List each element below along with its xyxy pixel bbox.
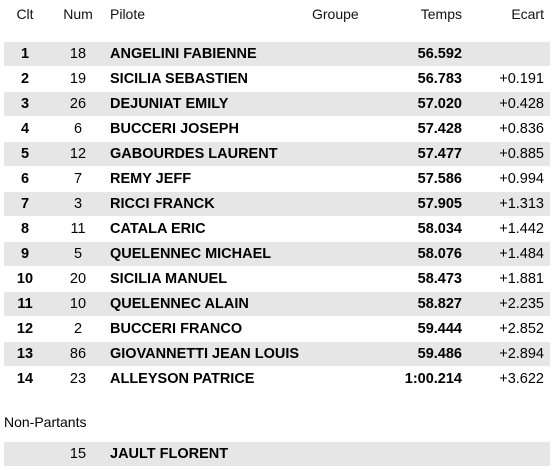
gap: +1.484 <box>499 246 544 262</box>
driver-name: DEJUNIAT EMILY <box>110 96 229 112</box>
driver-name: BUCCERI FRANCO <box>110 321 243 337</box>
lap-time: 59.444 <box>417 321 462 337</box>
driver-name: REMY JEFF <box>110 171 192 187</box>
gap: +2.894 <box>499 346 544 362</box>
table-row <box>4 67 550 91</box>
kart-number: 26 <box>69 96 87 112</box>
kart-number: 6 <box>73 121 83 137</box>
rank: 14 <box>16 371 34 387</box>
kart-number: 2 <box>73 321 83 337</box>
lap-time: 1:00.214 <box>404 371 462 387</box>
lap-time: 58.034 <box>417 221 462 237</box>
kart-number: 11 <box>70 221 86 237</box>
lap-time: 58.827 <box>417 296 462 312</box>
table-row <box>4 217 550 241</box>
gap: +0.191 <box>499 71 544 87</box>
table-header <box>4 2 550 26</box>
table-row <box>4 367 550 391</box>
driver-name: BUCCERI JOSEPH <box>110 121 239 137</box>
header-num: Num <box>63 6 93 22</box>
non-partants-title: Non-Partants <box>4 414 87 430</box>
table-row <box>4 192 550 216</box>
gap: +3.622 <box>499 371 544 387</box>
kart-number: 18 <box>69 46 87 62</box>
rank: 10 <box>16 271 34 287</box>
lap-time: 56.783 <box>417 71 462 87</box>
table-row <box>4 142 550 166</box>
driver-name: ANGELINI FABIENNE <box>110 46 257 62</box>
kart-number: 23 <box>69 371 87 387</box>
rank: 1 <box>20 46 30 62</box>
kart-number: 7 <box>73 171 83 187</box>
header-temps: Temps <box>420 6 462 22</box>
driver-name: SICILIA SEBASTIEN <box>110 71 249 87</box>
gap: +2.852 <box>499 321 544 337</box>
rank: 9 <box>20 246 30 262</box>
driver-name: JAULT FLORENT <box>110 446 229 462</box>
kart-number: 10 <box>69 296 87 312</box>
lap-time: 57.905 <box>417 196 462 212</box>
gap: +0.994 <box>499 171 544 187</box>
driver-name: ALLEYSON PATRICE <box>110 371 255 387</box>
kart-number: 19 <box>69 71 87 87</box>
kart-number: 15 <box>69 446 87 462</box>
table-row <box>4 117 550 141</box>
table-row <box>4 292 550 316</box>
non-partant-row <box>4 442 550 466</box>
lap-time: 57.586 <box>417 171 462 187</box>
rank: 6 <box>20 171 30 187</box>
lap-time: 57.428 <box>417 121 462 137</box>
driver-name: SICILIA MANUEL <box>110 271 228 287</box>
lap-time: 58.473 <box>417 271 462 287</box>
gap: +0.836 <box>499 121 544 137</box>
lap-time: 59.486 <box>417 346 462 362</box>
gap: +0.428 <box>499 96 544 112</box>
table-row <box>4 42 550 66</box>
table-row <box>4 342 550 366</box>
rank: 7 <box>20 196 30 212</box>
kart-number: 3 <box>73 196 83 212</box>
header-clt: Clt <box>16 6 34 22</box>
header-groupe: Groupe <box>312 6 359 22</box>
driver-name: GABOURDES LAURENT <box>110 146 278 162</box>
kart-number: 12 <box>69 146 87 162</box>
lap-time: 57.477 <box>417 146 462 162</box>
table-row <box>4 167 550 191</box>
driver-name: GIOVANNETTI JEAN LOUIS <box>110 346 300 362</box>
rank: 13 <box>16 346 34 362</box>
gap: +1.442 <box>499 221 544 237</box>
rank: 5 <box>20 146 30 162</box>
table-row <box>4 317 550 341</box>
gap: +2.235 <box>499 296 544 312</box>
rank: 3 <box>20 96 30 112</box>
driver-name: QUELENNEC MICHAEL <box>110 246 272 262</box>
driver-name: CATALA ERIC <box>110 221 206 237</box>
gap: +1.881 <box>499 271 544 287</box>
kart-number: 86 <box>69 346 87 362</box>
rank: 12 <box>16 321 34 337</box>
rank: 8 <box>20 221 30 237</box>
table-row <box>4 242 550 266</box>
rank: 2 <box>20 71 30 87</box>
gap: +0.885 <box>499 146 544 162</box>
rank: 4 <box>20 121 30 137</box>
lap-time: 57.020 <box>417 96 462 112</box>
header-ecart: Ecart <box>511 6 544 22</box>
driver-name: RICCI FRANCK <box>110 196 215 212</box>
lap-time: 56.592 <box>417 46 462 62</box>
gap: +1.313 <box>499 196 544 212</box>
driver-name: QUELENNEC ALAIN <box>110 296 249 312</box>
table-row <box>4 267 550 291</box>
kart-number: 5 <box>73 246 83 262</box>
header-pilote: Pilote <box>110 6 146 22</box>
lap-time: 58.076 <box>417 246 462 262</box>
table-row <box>4 92 550 116</box>
kart-number: 20 <box>69 271 87 287</box>
rank: 11 <box>17 296 33 312</box>
